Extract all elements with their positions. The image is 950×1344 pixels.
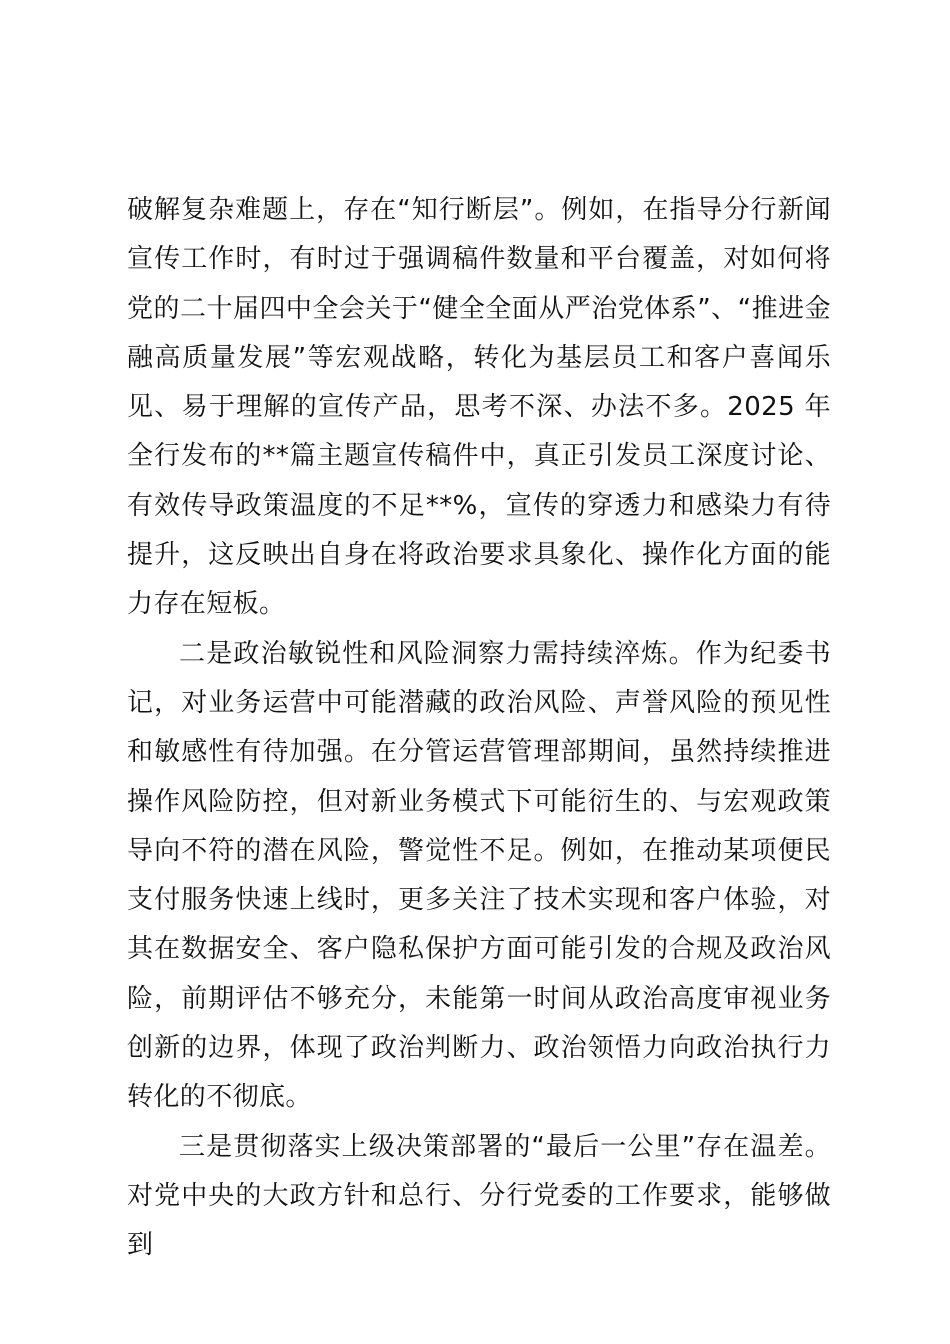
document-page	[127, 186, 831, 1271]
paragraph-political-sensitivity: 二是政治敏锐性和风险洞察力需持续淬炼。作为纪委书记，对业务运营中可能潜藏的政治风险、声誉风险的预见性和敏感性有待加强。在分管运营管理部期间，虽然持续推进操作风险防控，但对新业务模式下可能衍生的、与宏观政策导向不符的潜在风险，警觉性不足。例如，在推动某项便民支付服务快速上线时，更多关注了技术实现和客户体验，对其在数据安全、客户隐私保护方面可能引发的合规及政治风险，前期评估不够充分，未能第一时间从政治高度审视业务创新的边界，体现了政治判断力、政治领悟力向政治执行力转化的不彻底。	[127, 638, 831, 1113]
paragraph-last-mile: 三是贯彻落实上级决策部署的“最后一公里”存在温差。对党中央的大政方针和总行、分行党委的工作要求，能够做到	[127, 1131, 831, 1261]
paragraph-continuation: 破解复杂难题上，存在“知行断层”。例如，在指导分行新闻宣传工作时，有时过于强调稿件数量和平台覆盖，对如何将党的二十届四中全会关于“健全全面从严治党体系”、“推进金融高质量发展”等宏观战略，转化为基层员工和客户喜闻乐见、易于理解的宣传产品，思考不深、办法不多。2025 年全行发布的**篇主题宣传稿件中，真正引发员工深度讨论、有效传导政策温度的不足**%，宣传的穿透力和感染力有待提升，这反映出自身在将政治要求具象化、操作化方面的能力存在短板。	[127, 195, 831, 620]
